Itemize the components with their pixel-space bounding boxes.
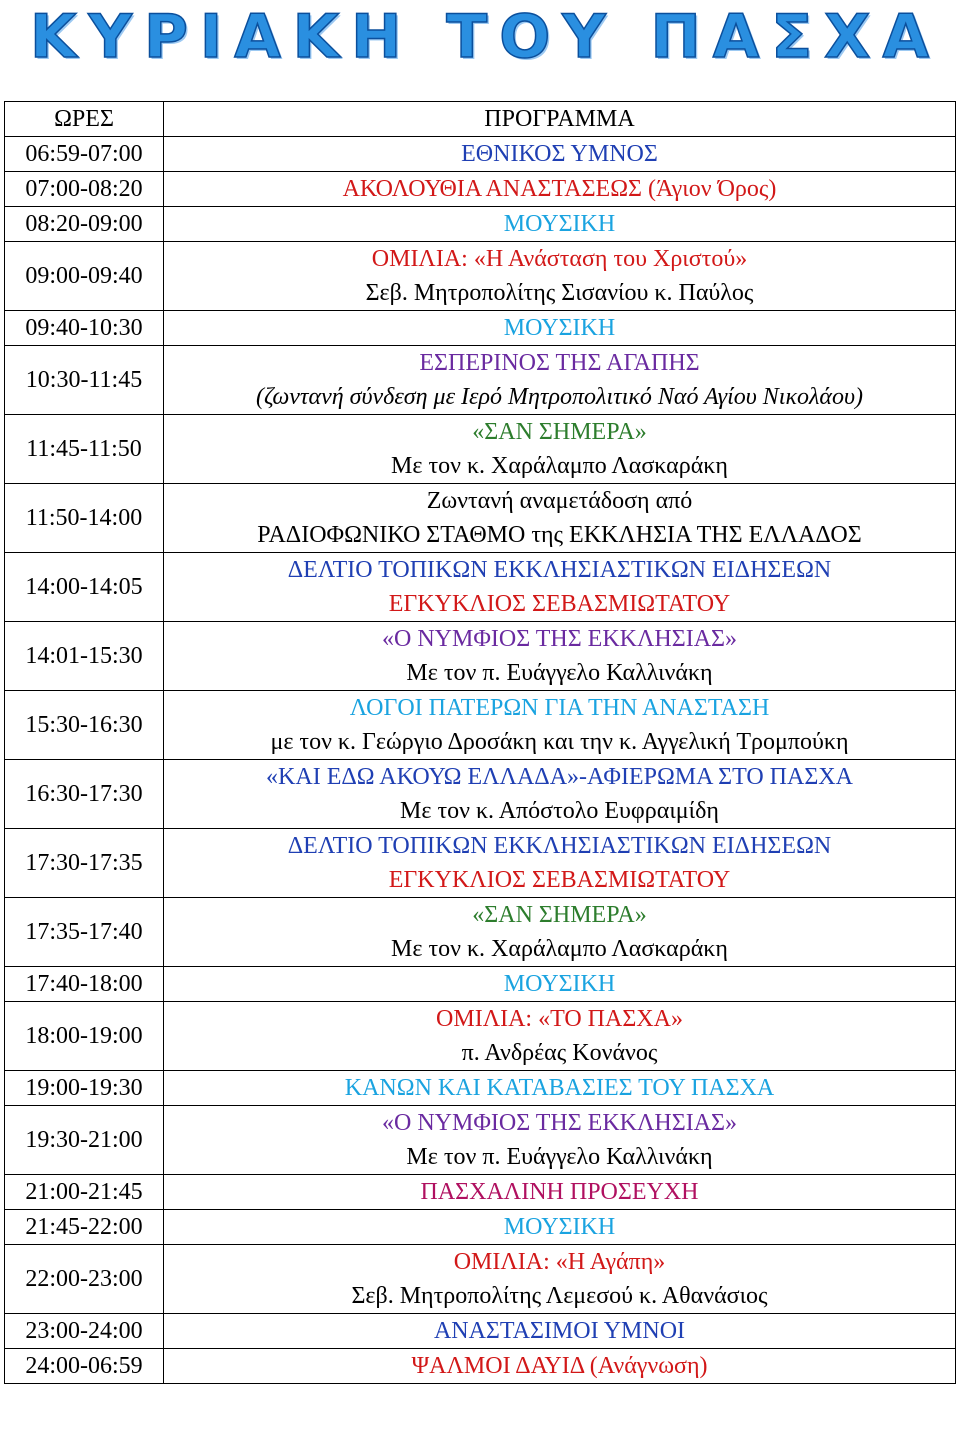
schedule-row bbox=[5, 1349, 956, 1384]
schedule-row bbox=[5, 172, 956, 207]
program-cell bbox=[164, 242, 956, 311]
schedule-row bbox=[5, 346, 956, 415]
program-subtitle: Σεβ. Μητροπολίτης Λεμεσού κ. Αθανάσιος bbox=[351, 1283, 768, 1309]
program-cell bbox=[164, 484, 956, 553]
time-cell: 09:00-09:40 bbox=[5, 242, 164, 311]
program-title: ΕΣΠΕΡΙΝΟΣ ΤΗΣ ΑΓΑΠΗΣ bbox=[419, 350, 700, 376]
program-subtitle: Σεβ. Μητροπολίτης Σισανίου κ. Παύλος bbox=[365, 280, 754, 306]
program-cell bbox=[164, 967, 956, 1002]
program-cell bbox=[164, 415, 956, 484]
program-cell bbox=[164, 346, 956, 415]
program-title: «ΣΑΝ ΣΗΜΕΡΑ» bbox=[472, 902, 647, 928]
schedule-row bbox=[5, 1175, 956, 1210]
time-cell: 07:00-08:20 bbox=[5, 172, 164, 207]
program-subtitle: Με τον π. Ευάγγελο Καλλινάκη bbox=[406, 1144, 713, 1170]
program-cell bbox=[164, 1314, 956, 1349]
schedule-row bbox=[5, 760, 956, 829]
schedule-row bbox=[5, 415, 956, 484]
schedule-row bbox=[5, 898, 956, 967]
program-title: ΕΘΝΙΚΟΣ ΥΜΝΟΣ bbox=[461, 141, 658, 167]
schedule-row bbox=[5, 1210, 956, 1245]
program-cell bbox=[164, 1071, 956, 1106]
program-subtitle: Με τον κ. Απόστολο Ευφραιμίδη bbox=[400, 798, 719, 824]
program-title: ΚΑΝΩΝ ΚΑΙ ΚΑΤΑΒΑΣΙΕΣ ΤΟΥ ΠΑΣΧΑ bbox=[344, 1075, 775, 1101]
program-title: ΠΑΣΧΑΛΙΝΗ ΠΡΟΣΕΥΧΗ bbox=[420, 1179, 699, 1205]
program-cell bbox=[164, 311, 956, 346]
schedule-row bbox=[5, 484, 956, 553]
header-time: ΩΡΕΣ bbox=[5, 102, 164, 137]
schedule-row bbox=[5, 691, 956, 760]
time-cell: 19:00-19:30 bbox=[5, 1071, 164, 1106]
schedule-row bbox=[5, 1106, 956, 1175]
program-subtitle: ΡΑΔΙΟΦΩΝΙΚΟ ΣΤΑΘΜΟ της ΕΚΚΛΗΣΙΑ ΤΗΣ ΕΛΛΑΔΟΣ bbox=[257, 522, 862, 548]
program-subtitle: Με τον κ. Χαράλαμπο Λασκαράκη bbox=[391, 936, 728, 962]
program-subtitle: (ζωντανή σύνδεση με Ιερό Μητροπολιτικό Ναό Αγίου Νικολάου) bbox=[256, 384, 863, 410]
time-cell: 08:20-09:00 bbox=[5, 207, 164, 242]
program-cell bbox=[164, 172, 956, 207]
schedule-row bbox=[5, 829, 956, 898]
program-cell bbox=[164, 898, 956, 967]
time-cell: 14:01-15:30 bbox=[5, 622, 164, 691]
time-cell: 17:35-17:40 bbox=[5, 898, 164, 967]
schedule-body bbox=[5, 102, 956, 1384]
program-title: ΟΜΙΛΙΑ: «ΤΟ ΠΑΣΧΑ» bbox=[436, 1006, 683, 1032]
program-cell bbox=[164, 137, 956, 172]
program-title: ΑΝΑΣΤΑΣΙΜΟΙ ΥΜΝΟΙ bbox=[433, 1318, 686, 1344]
program-cell bbox=[164, 207, 956, 242]
program-title: Ζωντανή αναμετάδοση από bbox=[426, 488, 693, 514]
time-cell: 11:50-14:00 bbox=[5, 484, 164, 553]
page-title: ΚΥΡΙΑΚΗ ΤΟΥ ΠΑΣΧΑ bbox=[30, 2, 941, 72]
program-subtitle: π. Ανδρέας Κονάνος bbox=[461, 1040, 658, 1066]
program-title: ΜΟΥΣΙΚΗ bbox=[503, 315, 616, 341]
time-cell: 24:00-06:59 bbox=[5, 1349, 164, 1384]
program-subtitle: ΕΓΚΥΚΛΙΟΣ ΣΕΒΑΣΜΙΩΤΑΤΟΥ bbox=[388, 591, 731, 617]
program-cell bbox=[164, 1349, 956, 1384]
schedule-row bbox=[5, 207, 956, 242]
time-cell: 09:40-10:30 bbox=[5, 311, 164, 346]
schedule-row bbox=[5, 967, 956, 1002]
program-title: «Ο ΝΥΜΦΙΟΣ ΤΗΣ ΕΚΚΛΗΣΙΑΣ» bbox=[381, 626, 738, 652]
program-subtitle: Με τον π. Ευάγγελο Καλλινάκη bbox=[406, 660, 713, 686]
program-cell bbox=[164, 829, 956, 898]
time-cell: 23:00-24:00 bbox=[5, 1314, 164, 1349]
time-cell: 21:00-21:45 bbox=[5, 1175, 164, 1210]
program-cell bbox=[164, 1106, 956, 1175]
program-cell bbox=[164, 691, 956, 760]
time-cell: 17:30-17:35 bbox=[5, 829, 164, 898]
program-subtitle: ΕΓΚΥΚΛΙΟΣ ΣΕΒΑΣΜΙΩΤΑΤΟΥ bbox=[388, 867, 731, 893]
program-title: ΔΕΛΤΙΟ ΤΟΠΙΚΩΝ ΕΚΚΛΗΣΙΑΣΤΙΚΩΝ ΕΙΔΗΣΕΩΝ bbox=[287, 557, 832, 583]
program-title: «ΚΑΙ ΕΔΩ ΑΚΟΥΩ ΕΛΛΑΔΑ»-ΑΦΙΕΡΩΜΑ ΣΤΟ ΠΑΣΧΑ bbox=[266, 764, 853, 790]
program-subtitle: με τον κ. Γεώργιο Δροσάκη και την κ. Αγγελική Τρομπούκη bbox=[270, 729, 849, 755]
time-cell: 06:59-07:00 bbox=[5, 137, 164, 172]
program-cell bbox=[164, 1210, 956, 1245]
schedule-row bbox=[5, 242, 956, 311]
schedule-row bbox=[5, 1002, 956, 1071]
program-title: ΨΑΛΜΟΙ ΔΑΥΙΔ (Ανάγνωση) bbox=[411, 1353, 708, 1379]
program-cell bbox=[164, 1002, 956, 1071]
schedule-row bbox=[5, 311, 956, 346]
schedule-row bbox=[5, 1245, 956, 1314]
header-row bbox=[5, 102, 956, 137]
program-title: ΜΟΥΣΙΚΗ bbox=[503, 1214, 616, 1240]
schedule-row bbox=[5, 622, 956, 691]
program-title: ΟΜΙΛΙΑ: «Η Ανάσταση του Χριστού» bbox=[371, 246, 748, 272]
schedule-row bbox=[5, 553, 956, 622]
program-title: «Ο ΝΥΜΦΙΟΣ ΤΗΣ ΕΚΚΛΗΣΙΑΣ» bbox=[381, 1110, 738, 1136]
program-title: ΔΕΛΤΙΟ ΤΟΠΙΚΩΝ ΕΚΚΛΗΣΙΑΣΤΙΚΩΝ ΕΙΔΗΣΕΩΝ bbox=[287, 833, 832, 859]
time-cell: 21:45-22:00 bbox=[5, 1210, 164, 1245]
time-cell: 16:30-17:30 bbox=[5, 760, 164, 829]
time-cell: 22:00-23:00 bbox=[5, 1245, 164, 1314]
program-cell bbox=[164, 1175, 956, 1210]
program-subtitle: Με τον κ. Χαράλαμπο Λασκαράκη bbox=[391, 453, 728, 479]
program-title: ΜΟΥΣΙΚΗ bbox=[503, 211, 616, 237]
schedule-table bbox=[4, 101, 956, 1384]
time-cell: 15:30-16:30 bbox=[5, 691, 164, 760]
program-cell bbox=[164, 553, 956, 622]
time-cell: 19:30-21:00 bbox=[5, 1106, 164, 1175]
schedule-row bbox=[5, 1071, 956, 1106]
program-title: ΜΟΥΣΙΚΗ bbox=[503, 971, 616, 997]
schedule-row bbox=[5, 1314, 956, 1349]
program-title: ΟΜΙΛΙΑ: «Η Αγάπη» bbox=[453, 1249, 666, 1275]
time-cell: 10:30-11:45 bbox=[5, 346, 164, 415]
time-cell: 14:00-14:05 bbox=[5, 553, 164, 622]
program-cell bbox=[164, 760, 956, 829]
program-cell bbox=[164, 1245, 956, 1314]
program-title: «ΣΑΝ ΣΗΜΕΡΑ» bbox=[472, 419, 647, 445]
time-cell: 17:40-18:00 bbox=[5, 967, 164, 1002]
program-cell bbox=[164, 622, 956, 691]
title-banner bbox=[0, 0, 960, 86]
time-cell: 11:45-11:50 bbox=[5, 415, 164, 484]
program-title: ΑΚΟΛΟΥΘΙΑ ΑΝΑΣΤΑΣΕΩΣ (Άγιον Όρος) bbox=[342, 176, 777, 202]
schedule-row bbox=[5, 137, 956, 172]
header-program: ΠΡΟΓΡΑΜΜΑ bbox=[164, 102, 956, 137]
program-title: ΛΟΓΟΙ ΠΑΤΕΡΩΝ ΓΙΑ ΤΗΝ ΑΝΑΣΤΑΣΗ bbox=[349, 695, 770, 721]
time-cell: 18:00-19:00 bbox=[5, 1002, 164, 1071]
